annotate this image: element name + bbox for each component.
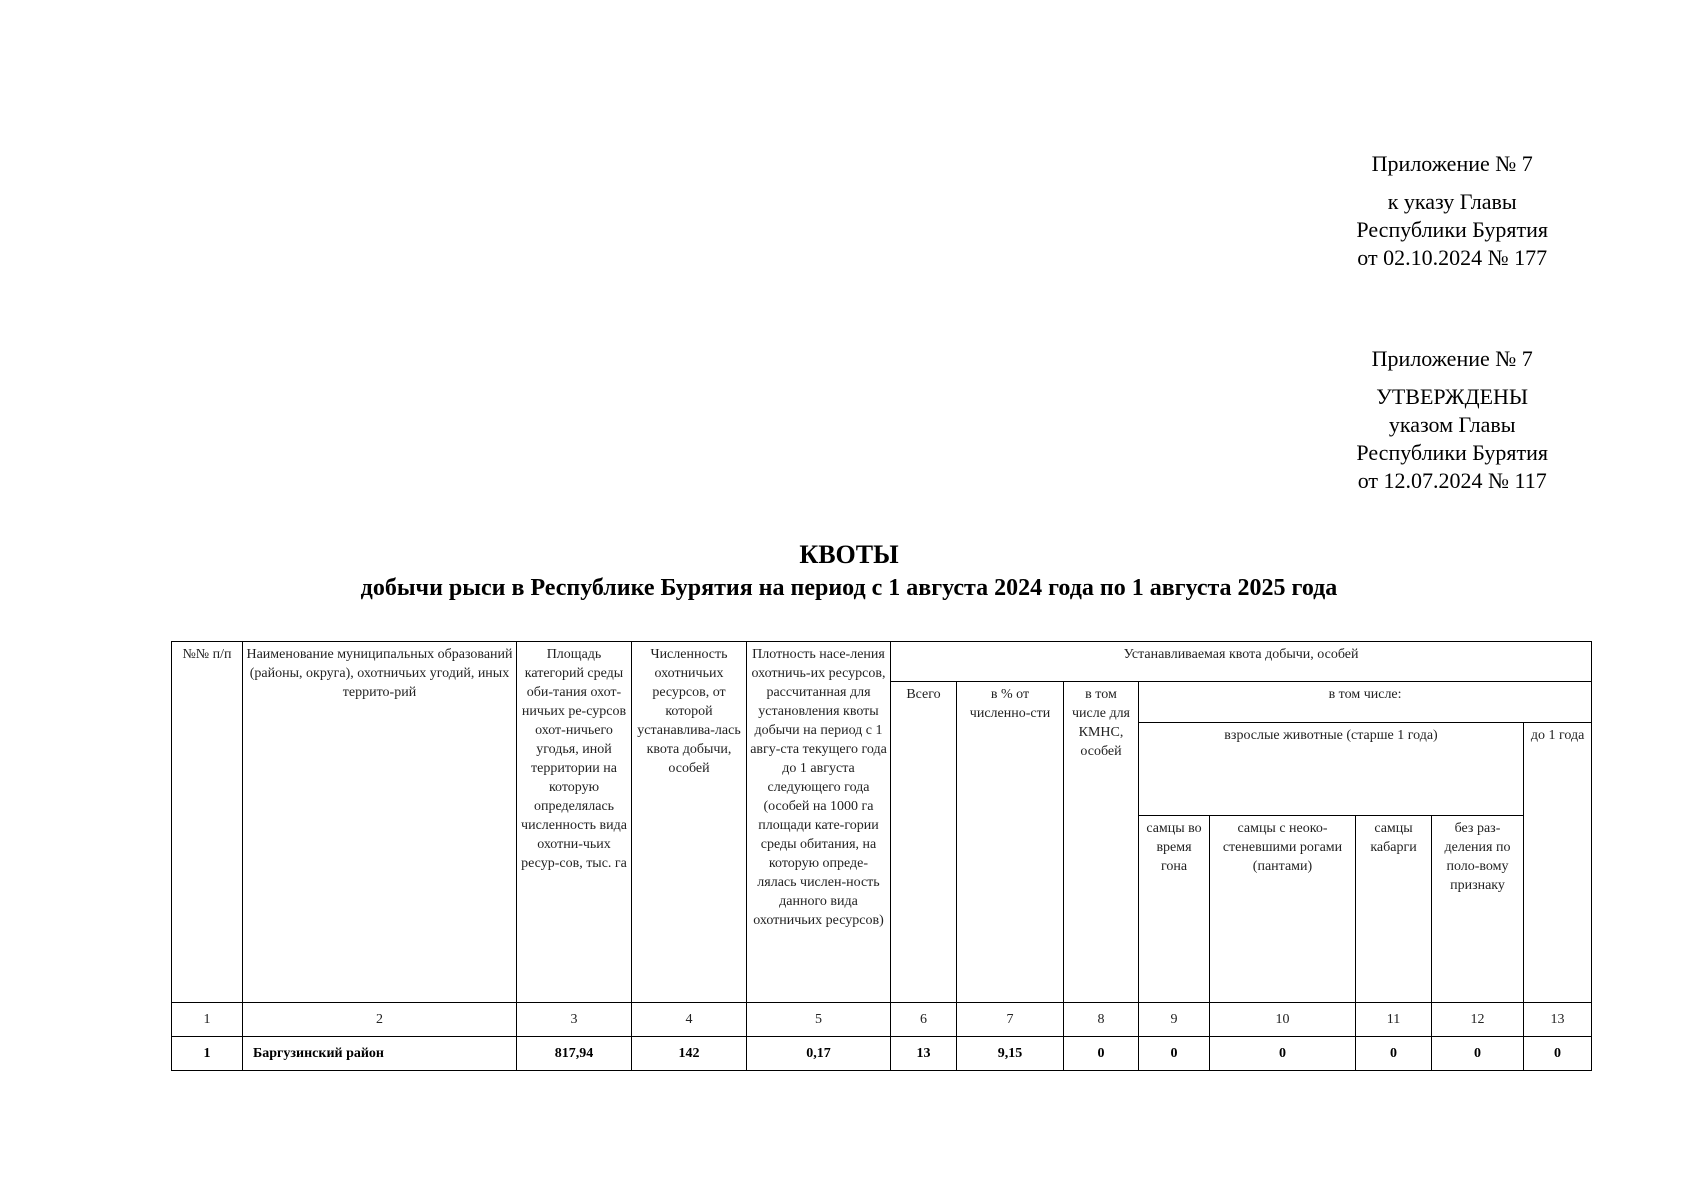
document-title: КВОТЫ [799, 540, 899, 569]
column-number: 3 [517, 1003, 632, 1037]
column-number-row [172, 1003, 1592, 1037]
header-municipality-name: Наименование муниципальных образований (районы, округа), охотничьих угодий, иных террито-рий [243, 642, 517, 1003]
appendix-number: Приложение № 7 [1371, 151, 1533, 176]
musk-deer-males-value: 0 [1356, 1037, 1432, 1071]
column-number: 12 [1432, 1003, 1524, 1037]
quota-table [171, 641, 1592, 1071]
header-population-density: Плотность насе-ления охотничь-их ресурсов, рассчитанная для установления квоты добычи на период с 1 авгу-ста текущего года до 1 августа следующего года (особей на 1000 га площади кате-гории среды обитания, на которую опреде-лялась числен-ность данного вида охотничьих ресурсов) [747, 642, 891, 1003]
column-number: 1 [172, 1003, 243, 1037]
appendix-line: Республики Бурятия [1356, 440, 1548, 465]
header-musk-deer-males: самцы кабарги [1356, 816, 1432, 1003]
appendix-line: к указу Главы [1387, 189, 1517, 214]
header-males-antlers: самцы с неоко-стеневшими рогами (пантами) [1210, 816, 1356, 1003]
header-adults: взрослые животные (старше 1 года) [1139, 723, 1524, 816]
header-population-count: Численность охотничьих ресурсов, от которой устанавлива-лась квота добычи, особей [632, 642, 747, 1003]
column-number: 10 [1210, 1003, 1356, 1037]
header-no-sex-division: без раз-деления по поло-вому признаку [1432, 816, 1524, 1003]
header-habitat-area: Площадь категорий среды оби-тания охот-ничьих ре-сурсов охот-ничьего угодья, иной территории на которую определялась численность вида охотни-чьих ресур-сов, тыс. га [517, 642, 632, 1003]
column-number: 5 [747, 1003, 891, 1037]
quota-total-value: 13 [891, 1037, 957, 1071]
population-density-value: 0,17 [747, 1037, 891, 1071]
header-total: Всего [891, 682, 957, 1003]
males-rut-value: 0 [1139, 1037, 1210, 1071]
document-subtitle: добычи рыси в Республике Бурятия на период с 1 августа 2024 года по 1 августа 2025 года [360, 575, 1338, 601]
appendix-number: Приложение № 7 [1371, 346, 1533, 371]
quota-kmns-value: 0 [1064, 1037, 1139, 1071]
population-count-value: 142 [632, 1037, 747, 1071]
header-under-one-year: до 1 года [1524, 723, 1592, 1003]
column-number: 13 [1524, 1003, 1592, 1037]
appendix-block-amendment [1356, 150, 1548, 272]
header-kmns: в том числе для КМНС, особей [1064, 682, 1139, 1003]
header-males-rut: самцы во время гона [1139, 816, 1210, 1003]
males-antlers-value: 0 [1210, 1037, 1356, 1071]
appendix-block-approved [1356, 345, 1548, 495]
under-one-year-value: 0 [1524, 1037, 1592, 1071]
column-number: 4 [632, 1003, 747, 1037]
column-number: 8 [1064, 1003, 1139, 1037]
document-title-block [0, 538, 1698, 604]
quota-percent-value: 9,15 [957, 1037, 1064, 1071]
column-number: 6 [891, 1003, 957, 1037]
header-row-number: №№ п/п [172, 642, 243, 1003]
column-number: 11 [1356, 1003, 1432, 1037]
appendix-line: от 02.10.2024 № 177 [1357, 245, 1548, 270]
municipality-name: Баргузинский район [243, 1037, 517, 1071]
header-including: в том числе: [1139, 682, 1592, 723]
no-sex-division-value: 0 [1432, 1037, 1524, 1071]
appendix-line: от 12.07.2024 № 117 [1357, 468, 1547, 493]
header-percent: в % от численно-сти [957, 682, 1064, 1003]
appendix-line: УТВЕРЖДЕНЫ [1376, 384, 1529, 409]
column-number: 7 [957, 1003, 1064, 1037]
habitat-area-value: 817,94 [517, 1037, 632, 1071]
appendix-line: указом Главы [1388, 412, 1516, 437]
header-quota-group: Устанавливаемая квота добычи, особей [891, 642, 1592, 682]
table-row [172, 1037, 1592, 1071]
appendix-line: Республики Бурятия [1356, 217, 1548, 242]
column-number: 9 [1139, 1003, 1210, 1037]
row-number: 1 [172, 1037, 243, 1071]
column-number: 2 [243, 1003, 517, 1037]
